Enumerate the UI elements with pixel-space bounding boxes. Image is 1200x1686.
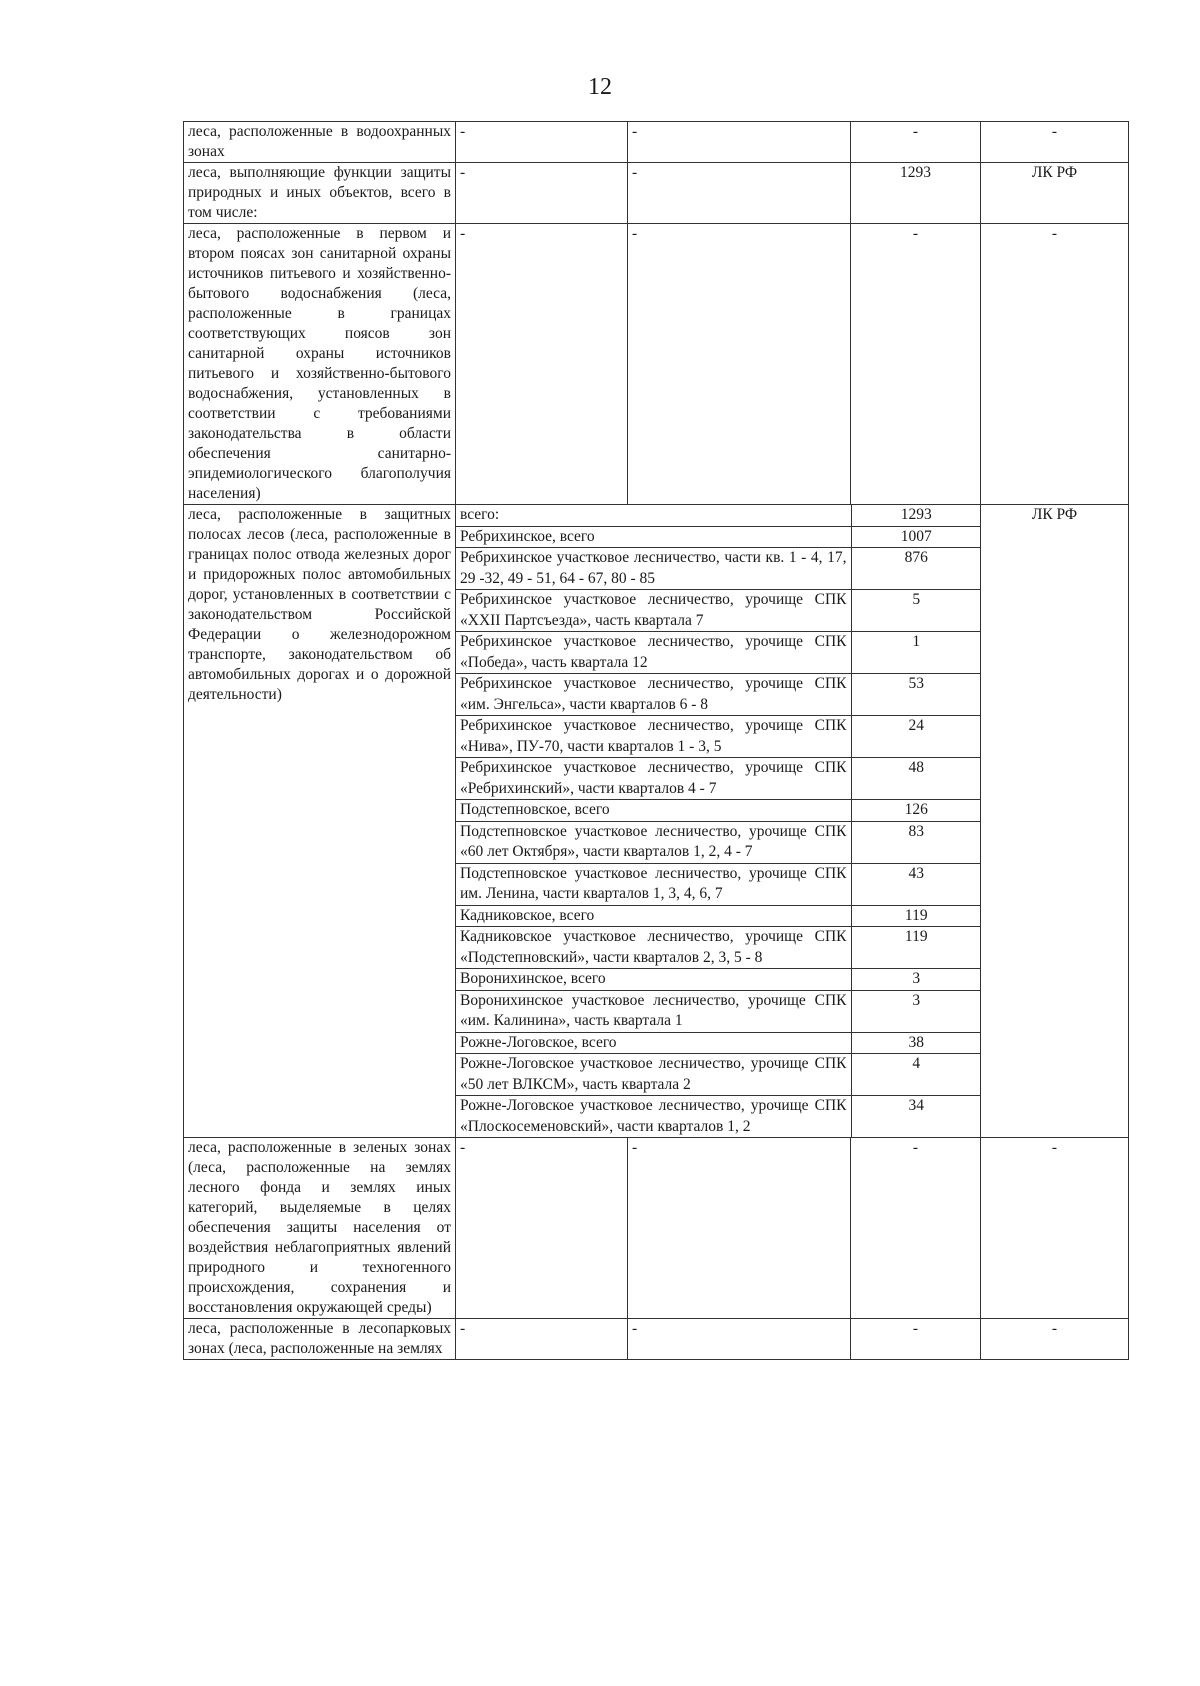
row-cell: - <box>981 224 1129 505</box>
breakdown-value: 43 <box>851 863 981 905</box>
row-cell: - <box>851 224 981 505</box>
breakdown-row <box>456 990 981 1032</box>
breakdown-row <box>456 716 981 758</box>
row-cell: - <box>981 122 1129 163</box>
row-cell: - <box>851 122 981 163</box>
breakdown-value: 4 <box>851 1054 981 1096</box>
breakdown-row <box>456 927 981 969</box>
row-cell: - <box>456 224 628 505</box>
breakdown-name: Воронихинское участковое лесничество, урочище СПК «им. Калинина», часть квартала 1 <box>456 990 851 1032</box>
breakdown-value: 119 <box>851 905 981 927</box>
breakdown-value: 53 <box>851 674 981 716</box>
row-cell: - <box>981 1319 1129 1360</box>
table-row <box>184 1138 1129 1319</box>
row-description: леса, расположенные в первом и втором поясах зон санитарной охраны источников питьевого и хозяйственно-бытового водоснабжения (леса, расположенные в границах соответствующих поясов зон санитарной охраны источников питьевого и хозяйственно-бытового водоснабжения, установленных в соответствии с требованиями законодательства в области обеспечения санитарно-эпидемиологического благополучия населения) <box>184 224 456 505</box>
breakdown-row <box>456 800 981 822</box>
breakdown-row <box>456 758 981 800</box>
row-cell: - <box>851 1138 981 1319</box>
breakdown-row <box>456 526 981 548</box>
row-cell: - <box>456 1138 628 1319</box>
breakdown-name: Ребрихинское участковое лесничество, урочище СПК «Победа», часть квартала 12 <box>456 632 851 674</box>
breakdown-value: 1007 <box>851 526 981 548</box>
breakdown-name: Рожне-Логовское участковое лесничество, урочище СПК «50 лет ВЛКСМ», часть квартала 2 <box>456 1054 851 1096</box>
row-description: леса, расположенные в лесопарковых зонах (леса, расположенные на землях <box>184 1319 456 1360</box>
breakdown-row <box>456 590 981 632</box>
breakdown-name: Кадниковское участковое лесничество, урочище СПК «Подстепновский», части кварталов 2, 3, 5 - 8 <box>456 927 851 969</box>
row-cell: - <box>628 224 851 505</box>
breakdown-row <box>456 1096 981 1138</box>
forest-protection-table <box>183 121 1129 1360</box>
breakdown-row <box>456 905 981 927</box>
protective-belts-row <box>184 505 1129 1138</box>
table-row <box>184 1319 1129 1360</box>
table-row <box>184 122 1129 163</box>
breakdown-row <box>456 969 981 991</box>
table-row <box>184 224 1129 505</box>
breakdown-value: 126 <box>851 800 981 822</box>
breakdown-name: Кадниковское, всего <box>456 905 851 927</box>
breakdown-row <box>456 548 981 590</box>
breakdown-value: 119 <box>851 927 981 969</box>
breakdown-name: Рожне-Логовское участковое лесничество, урочище СПК «Плоскосеменовский», части кварталов 1, 2 <box>456 1096 851 1138</box>
breakdown-name: Подстепновское, всего <box>456 800 851 822</box>
breakdown-row <box>456 863 981 905</box>
breakdown-row <box>456 505 981 526</box>
breakdown-name: всего: <box>456 505 851 526</box>
row-description: леса, расположенные в защитных полосах лесов (леса, расположенные в границах полос отвода железных дорог и придорожных полос автомобильных дорог, установленных в соответствии с законодательством Российской Федерации о железнодорожном транспорте, законодательством об автомобильных дорогах и о дорожной деятельности) <box>184 505 456 1138</box>
breakdown-value: 876 <box>851 548 981 590</box>
row-cell: 1293 <box>851 163 981 224</box>
breakdown-row <box>456 632 981 674</box>
breakdown-name: Рожне-Логовское, всего <box>456 1032 851 1054</box>
row-cell: - <box>981 1138 1129 1319</box>
row-cell: ЛК РФ <box>981 505 1129 1138</box>
breakdown-value: 1 <box>851 632 981 674</box>
breakdown-name: Ребрихинское участковое лесничество, урочище СПК «им. Энгельса», части кварталов 6 - 8 <box>456 674 851 716</box>
breakdown-value: 34 <box>851 1096 981 1138</box>
breakdown-table <box>456 505 981 1137</box>
breakdown-row <box>456 1032 981 1054</box>
row-cell: - <box>851 1319 981 1360</box>
breakdown-name: Ребрихинское участковое лесничество, части кв. 1 - 4, 17, 29 -32, 49 - 51, 64 - 67, 80 - 85 <box>456 548 851 590</box>
breakdown-value: 24 <box>851 716 981 758</box>
page-number: 12 <box>588 74 612 100</box>
breakdown-name: Подстепновское участковое лесничество, урочище СПК им. Ленина, части кварталов 1, 3, 4, 6, 7 <box>456 863 851 905</box>
row-description: леса, расположенные в зеленых зонах (леса, расположенные на землях лесного фонда и землях иных категорий, выделяемые в целях обеспечения защиты населения от воздействия неблагоприятных явлений природного и техногенного происхождения, сохранения и восстановления окружающей среды) <box>184 1138 456 1319</box>
breakdown-name: Ребрихинское, всего <box>456 526 851 548</box>
row-cell: - <box>628 1319 851 1360</box>
breakdown-name: Ребрихинское участковое лесничество, урочище СПК «XXII Партсъезда», часть квартала 7 <box>456 590 851 632</box>
row-cell: - <box>628 163 851 224</box>
breakdown-name: Ребрихинское участковое лесничество, урочище СПК «Нива», ПУ-70, части кварталов 1 - 3, 5 <box>456 716 851 758</box>
breakdown-name: Воронихинское, всего <box>456 969 851 991</box>
breakdown-name: Ребрихинское участковое лесничество, урочище СПК «Ребрихинский», части кварталов 4 - 7 <box>456 758 851 800</box>
breakdown-row <box>456 821 981 863</box>
breakdown-value: 48 <box>851 758 981 800</box>
table-row <box>184 163 1129 224</box>
row-cell: - <box>456 1319 628 1360</box>
row-cell: - <box>456 122 628 163</box>
row-cell: - <box>628 1138 851 1319</box>
row-cell: - <box>456 163 628 224</box>
row-description: леса, расположенные в водоохранных зонах <box>184 122 456 163</box>
row-cell: - <box>628 122 851 163</box>
breakdown-name: Подстепновское участковое лесничество, урочище СПК «60 лет Октября», части кварталов 1, 2, 4 - 7 <box>456 821 851 863</box>
breakdown-value: 38 <box>851 1032 981 1054</box>
breakdown-value: 5 <box>851 590 981 632</box>
breakdown-row <box>456 674 981 716</box>
breakdown-value: 3 <box>851 969 981 991</box>
breakdown-value: 1293 <box>851 505 981 526</box>
breakdown-row <box>456 1054 981 1096</box>
breakdown-value: 3 <box>851 990 981 1032</box>
breakdown-value: 83 <box>851 821 981 863</box>
row-description: леса, выполняющие функции защиты природных и иных объектов, всего в том числе: <box>184 163 456 224</box>
breakdown-cell <box>456 505 981 1138</box>
row-cell: ЛК РФ <box>981 163 1129 224</box>
